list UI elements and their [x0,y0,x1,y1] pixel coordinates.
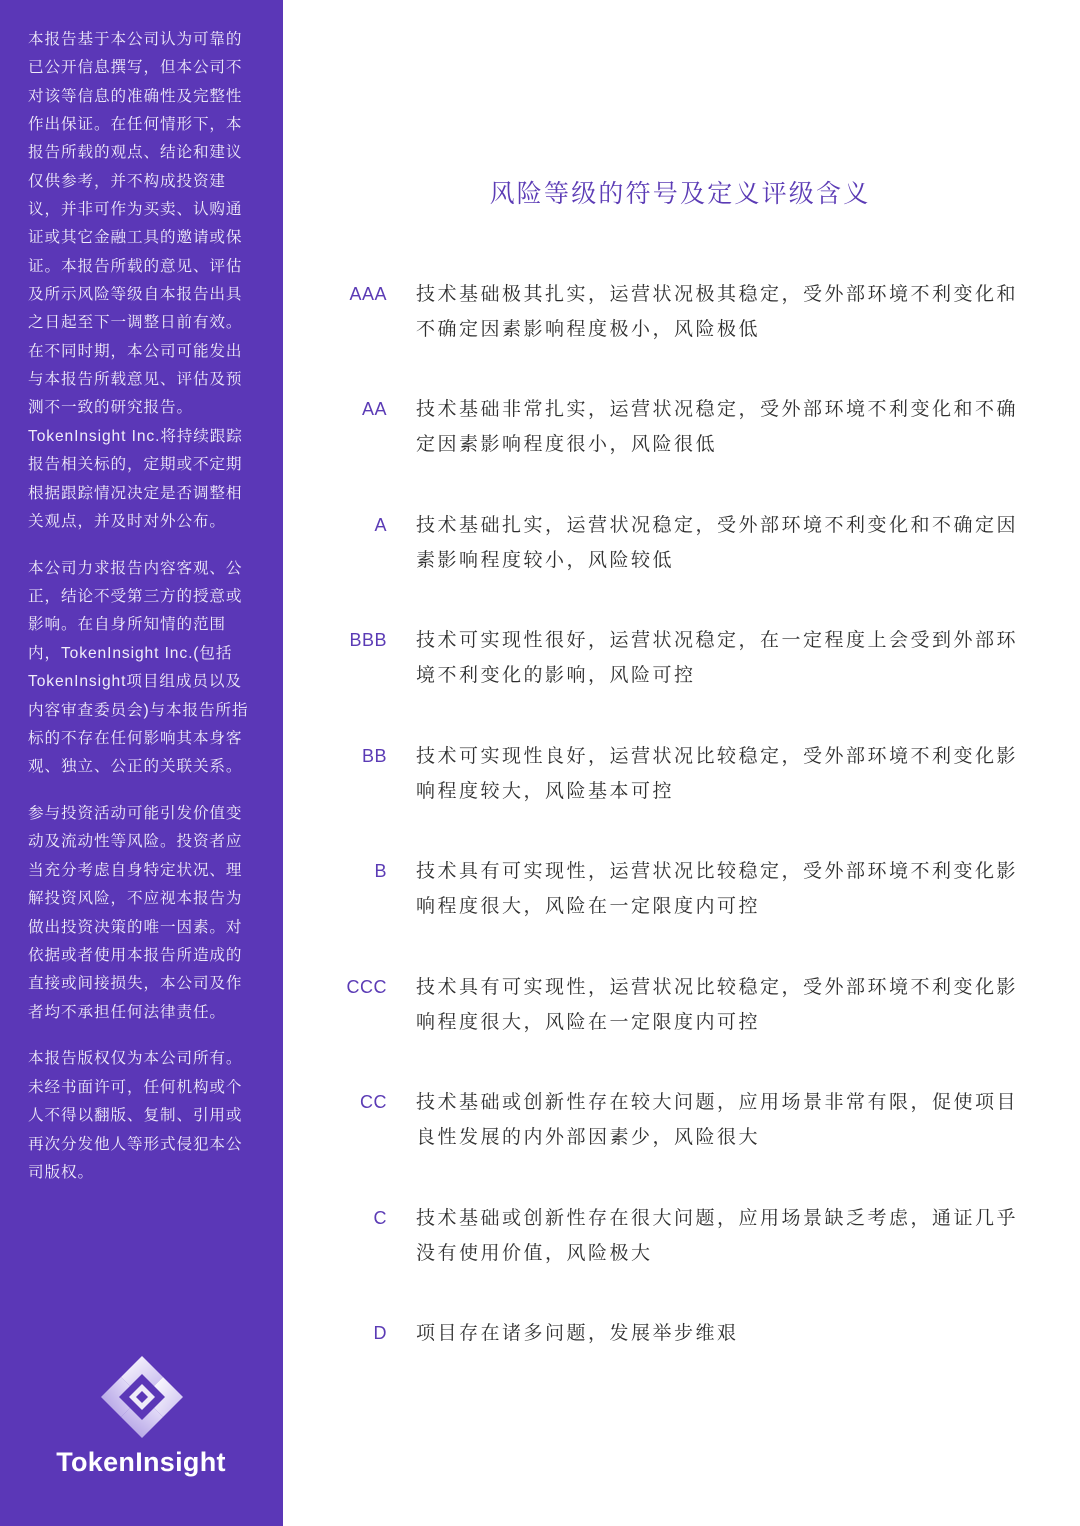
disclaimer-line: 司版权。 [28,1163,94,1181]
rating-description-line: 项目存在诸多问题，发展举步维艰 [416,1323,739,1344]
rating-description-line: 没有使用价值，风险极大 [416,1242,653,1264]
rating-description [416,739,1036,809]
rating-grade: B [374,861,387,881]
disclaimer-line: 本报告版权仅为本公司所有。 [28,1050,243,1068]
disclaimer-line: 证或其它金融工具的邀请或保 [28,229,243,247]
rating-description-line: 技术具有可实现性，运营状况比较稳定，受外部环境不利变化影 [416,976,1019,998]
rating-description-line: 技术基础非常扎实，运营状况稳定，受外部环境不利变化和不确 [416,399,1019,420]
disclaimer-line: 作出保证。在任何情形下，本 [28,116,243,134]
disclaimer-line: 证。本报告所载的意见、评估 [28,257,243,275]
rating-description [416,1201,1036,1271]
disclaimer-line: 在不同时期，本公司可能发出 [28,342,243,360]
rating-row-a [320,508,1040,624]
rating-description-line: 响程度很大，风险在一定限度内可控 [416,896,761,917]
disclaimer-line: 关观点，并及时对外公布。 [28,512,226,530]
rating-description [416,854,1036,924]
rating-row-c [320,1201,1040,1317]
disclaimer-line: 对该等信息的准确性及完整性 [28,87,243,105]
rating-grade: CCC [346,976,387,997]
disclaimer-line: 已公开信息撰写，但本公司不 [28,59,243,77]
disclaimer-line: 正，结论不受第三方的授意或 [28,588,243,606]
disclaimer-text [28,26,278,1206]
disclaimer-line: 与本报告所载意见、评估及预 [28,371,243,389]
rating-grade: BBB [349,630,387,650]
rating-row-aa [320,392,1040,508]
rating-row-aaa [320,277,1040,393]
disclaimer-line: 及所示风险等级自本报告出具 [28,286,243,304]
rating-grade: A [374,514,387,535]
rating-row-ccc [320,970,1040,1086]
rating-description [416,508,1036,578]
disclaimer-line: 内容审查委员会)与本报告所指 [28,701,249,719]
rating-grade: D [373,1323,387,1343]
rating-description [416,392,1036,462]
disclaimer-paragraph [28,555,278,782]
rating-grade: AAA [349,283,387,304]
disclaimer-paragraph [28,26,278,536]
disclaimer-line: 直接或间接损失，本公司及作 [28,975,243,993]
rating-description-line: 技术基础或创新性存在很大问题，应用场景缺乏考虑，通证几乎 [416,1207,1019,1229]
rating-description-line: 技术可实现性良好，运营状况比较稳定，受外部环境不利变化影 [416,745,1019,767]
rating-description [416,1085,1036,1155]
disclaimer-line: 当充分考虑自身特定状况、理 [28,861,243,879]
tokeninsight-logo-icon [99,1354,185,1440]
rating-description-line: 技术具有可实现性，运营状况比较稳定，受外部环境不利变化影 [416,861,1019,882]
rating-grade: C [373,1207,387,1228]
rating-description-line: 响程度很大，风险在一定限度内可控 [416,1011,761,1033]
disclaimer-line: 者均不承担任何法律责任。 [28,1003,226,1021]
rating-row-b [320,854,1040,970]
rating-row-cc [320,1085,1040,1201]
rating-description-line: 响程度较大，风险基本可控 [416,780,675,802]
disclaimer-line: TokenInsight Inc.将持续跟踪 [28,427,243,445]
rating-description [416,623,1036,693]
disclaimer-line: 动及流动性等风险。投资者应 [28,833,243,851]
disclaimer-line: 标的不存在任何影响其本身客 [28,729,243,747]
rating-description-line: 良性发展的内外部因素少，风险很大 [416,1127,761,1148]
rating-description-line: 境不利变化的影响，风险可控 [416,665,696,686]
disclaimer-line: 测不一致的研究报告。 [28,399,193,417]
rating-description-line: 技术基础极其扎实，运营状况极其稳定，受外部环境不利变化和 [416,283,1019,305]
brand-name: TokenInsight [56,1447,226,1477]
ratings-list [320,277,1040,1432]
disclaimer-line: 解投资风险，不应视本报告为 [28,890,243,908]
disclaimer-paragraph [28,800,278,1027]
disclaimer-line: 再次分发他人等形式侵犯本公 [28,1135,243,1153]
disclaimer-line: 本公司力求报告内容客观、公 [28,559,243,577]
disclaimer-line: 报告相关标的，定期或不定期 [28,456,243,474]
disclaimer-sidebar [0,0,283,1526]
disclaimer-line: 内，TokenInsight Inc.(包括 [28,644,233,662]
disclaimer-line: 仅供参考，并不构成投资建 [28,172,226,190]
page-title: 风险等级的符号及定义评级含义 [489,180,871,208]
disclaimer-line: 未经书面许可，任何机构或个 [28,1078,243,1096]
rating-description-line: 技术基础或创新性存在较大问题，应用场景非常有限，促使项目 [416,1092,1019,1113]
rating-row-d [320,1316,1040,1432]
rating-grade: BB [361,745,387,766]
disclaimer-line: 影响。在自身所知情的范围 [28,616,226,634]
disclaimer-line: 报告所载的观点、结论和建议 [28,144,243,162]
disclaimer-line: 根据跟踪情况决定是否调整相 [28,484,243,502]
rating-description [416,277,1036,347]
disclaimer-line: 依据或者使用本报告所造成的 [28,946,243,964]
rating-description-line: 技术可实现性很好，运营状况稳定，在一定程度上会受到外部环 [416,630,1019,651]
disclaimer-line: 参与投资活动可能引发价值变 [28,805,243,823]
disclaimer-line: 做出投资决策的唯一因素。对 [28,918,243,936]
rating-description [416,1316,1036,1351]
rating-grade: AA [361,399,387,419]
rating-row-bb [320,739,1040,855]
rating-description-line: 不确定因素影响程度极小，风险极低 [416,318,761,340]
rating-description [416,970,1036,1040]
disclaimer-line: 之日起至下一调整日前有效。 [28,314,243,332]
disclaimer-line: 本报告基于本公司认为可靠的 [28,31,243,48]
rating-description-line: 技术基础扎实，运营状况稳定，受外部环境不利变化和不确定因 [416,514,1019,536]
rating-grade: CC [360,1092,387,1112]
disclaimer-line: 观、独立、公正的关联关系。 [28,758,243,776]
rating-description-line: 定因素影响程度很小，风险很低 [416,434,718,455]
disclaimer-paragraph [28,1045,278,1187]
rating-description-line: 素影响程度较小，风险较低 [416,549,675,571]
rating-row-bbb [320,623,1040,739]
disclaimer-line: 人不得以翻版、复制、引用或 [28,1107,243,1125]
disclaimer-line: 议，并非可作为买卖、认购通 [28,201,243,219]
disclaimer-line: TokenInsight项目组成员以及 [28,673,242,691]
